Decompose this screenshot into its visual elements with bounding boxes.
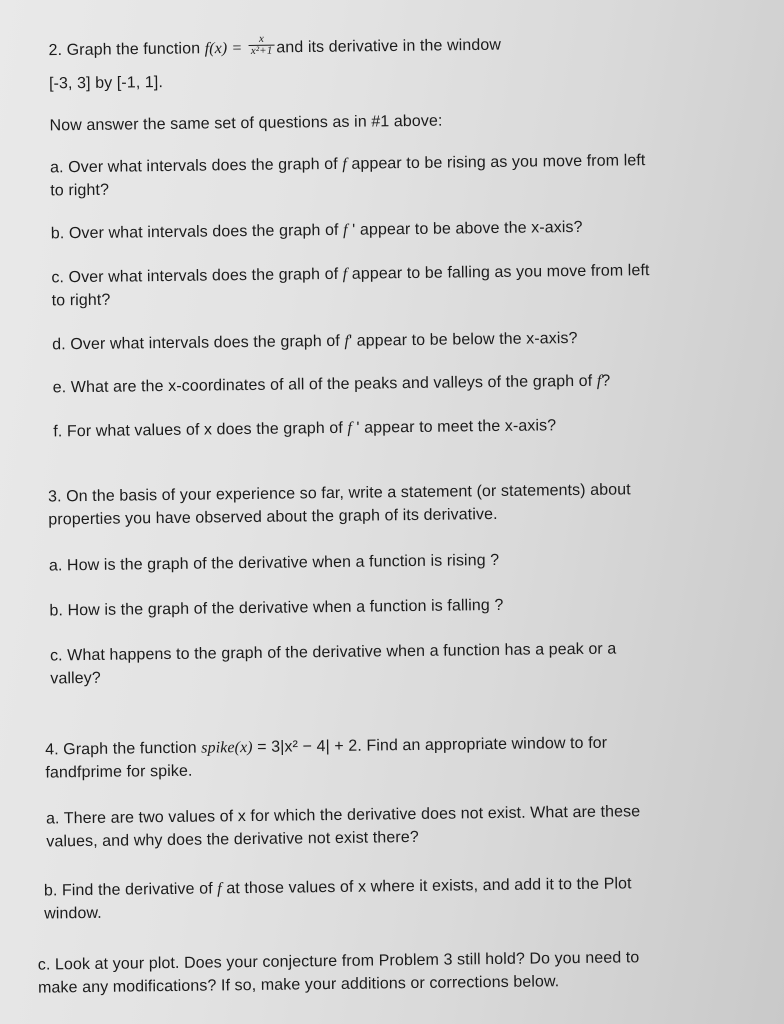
question-2e: [53, 371, 611, 400]
function-argument: (x) =: [209, 39, 243, 58]
question-2d-lead: d. Over what intervals does the graph of: [52, 332, 345, 354]
fraction-numerator: x: [249, 34, 275, 46]
question-2e-lead: e. What are the x-coordinates of all of the peaks and valleys of the graph of: [52, 372, 597, 397]
problem2-instructions: Now answer the same set of questions as in #1 above:: [49, 112, 443, 135]
problem2-line1-lead: 2. Graph the function: [48, 40, 205, 60]
fraction-denominator: x²+1: [250, 44, 273, 57]
question-2a-line1: [50, 150, 646, 179]
question-3c-line2: valley?: [50, 669, 101, 688]
problem2-window: [-3, 3] by [-1, 1].: [48, 74, 164, 93]
question-3b: b. How is the graph of the derivative when a function is falling ?: [49, 596, 504, 620]
question-3c-line1: c. What happens to the graph of the derivative when a function has a peak or a: [49, 640, 617, 665]
question-2a-tail: appear to be rising as you move from left: [346, 152, 646, 173]
question-2c-line1: [51, 260, 649, 289]
function-symbol: f: [204, 40, 210, 58]
problem4-tail: Find an appropriate window to for: [361, 734, 608, 755]
problem2-heading: [48, 34, 501, 63]
spike-function-name: spike(x): [201, 738, 253, 757]
problem4-heading-line1: [45, 733, 607, 762]
question-3a: a. How is the graph of the derivative when a function is rising ?: [48, 551, 500, 575]
question-2b-lead: b. Over what intervals does the graph of: [50, 221, 344, 243]
question-4c-line1: c. Look at your plot. Does your conjecture from Problem 3 still hold? Do you need to: [37, 949, 640, 974]
question-4a-line1: a. There are two values of x for which the derivative does not exist. What are these: [45, 803, 641, 828]
problem4-heading-line2: fandfprime for spike.: [45, 762, 193, 782]
function-symbol: f: [347, 419, 353, 437]
question-2f-tail: ' appear to meet the x-axis?: [351, 417, 557, 437]
function-fraction: [249, 34, 275, 57]
problem3-heading-line1: 3. On the basis of your experience so far, write a statement (or statements) about: [47, 481, 631, 506]
question-2a-line2: to right?: [50, 181, 110, 200]
question-4b-line1: [44, 873, 632, 902]
question-2d-tail: ' appear to be below the x-axis?: [348, 329, 578, 350]
question-4b-lead: b. Find the derivative of: [43, 880, 218, 900]
problem3-heading-line2: properties you have observed about the graph of its derivative.: [48, 505, 498, 529]
question-2e-tail: ?: [601, 372, 611, 390]
function-symbol: f: [343, 221, 348, 239]
question-2f-lead: f. For what values of x does the graph of: [53, 419, 348, 441]
question-4c-line2: make any modifications? If so, make your additions or corrections below.: [37, 973, 560, 997]
question-2b: [51, 217, 583, 245]
question-2a-lead: a. Over what intervals does the graph of: [49, 155, 343, 177]
function-symbol: f: [342, 265, 348, 283]
problem2-line1-tail: and its derivative in the window: [276, 36, 502, 57]
question-2b-tail: ' appear to be above the x-axis?: [347, 218, 583, 239]
question-4a-line2: values, and why does the derivative not exist there?: [46, 828, 419, 851]
spike-function-equation: = 3|x² − 4| + 2.: [252, 737, 362, 756]
function-symbol: f: [344, 332, 350, 350]
function-symbol: f: [217, 880, 222, 898]
problem4-lead: 4. Graph the function: [45, 739, 202, 759]
question-2f: [53, 415, 556, 443]
question-2d: [52, 328, 578, 356]
function-symbol: f: [342, 155, 347, 173]
question-2c-line2: to right?: [51, 291, 111, 310]
question-2c-lead: c. Over what intervals does the graph of: [51, 265, 343, 287]
question-2c-tail: appear to be falling as you move from left: [347, 262, 650, 283]
question-4b-tail: at those values of x where it exists, and add it to the Plot: [221, 875, 632, 898]
question-4b-line2: window.: [44, 904, 102, 923]
function-symbol: f: [596, 372, 602, 390]
